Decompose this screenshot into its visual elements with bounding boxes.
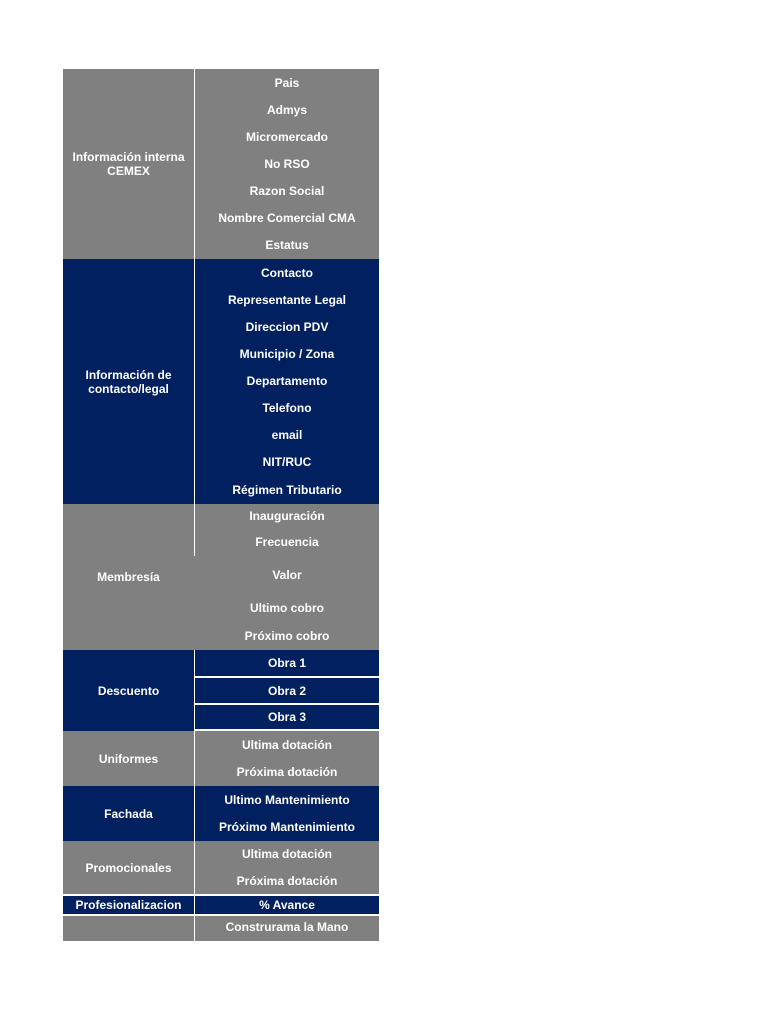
- section-fachada: [63, 786, 379, 841]
- field-nit-ruc: NIT/RUC: [262, 454, 312, 469]
- section-label: Membresía: [97, 570, 160, 584]
- field-regimen-tributario: Régimen Tributario: [232, 482, 342, 497]
- field-nombre-comercial: Nombre Comercial CMA: [218, 210, 356, 225]
- field-inauguracion: Inauguración: [249, 509, 325, 523]
- section-profesionalizacion: [63, 896, 379, 914]
- field-obra-3: Obra 3: [267, 710, 306, 724]
- field-direccion-pdv: Direccion PDV: [245, 319, 329, 334]
- section-label: Profesionalizacion: [75, 898, 182, 912]
- field-avance: % Avance: [259, 898, 315, 912]
- field-municipio-zona: Municipio / Zona: [239, 346, 335, 361]
- field-email: email: [271, 427, 303, 442]
- field-pais: Pais: [274, 75, 300, 90]
- field-ultimo-cobro: Ultimo cobro: [250, 601, 324, 615]
- field-proximo-mantenimiento: Próximo Mantenimiento: [218, 820, 355, 834]
- field-ultimo-mantenimiento: Ultimo Mantenimiento: [224, 792, 350, 807]
- field-contacto: Contacto: [261, 265, 313, 280]
- section-promocionales: [63, 841, 379, 894]
- field-micromercado: Micromercado: [245, 129, 329, 144]
- section-label: Información de contacto/legal: [85, 367, 172, 396]
- section-label: Fachada: [104, 806, 153, 821]
- field-admys: Admys: [266, 102, 307, 117]
- data-dictionary-table: [63, 69, 379, 941]
- section-label: Información interna CEMEX: [72, 150, 185, 178]
- field-ultima-dotacion: Ultima dotación: [241, 847, 332, 861]
- field-no-rso: No RSO: [264, 156, 310, 171]
- field-obra-2: Obra 2: [267, 683, 306, 698]
- section-uniformes: [63, 731, 379, 786]
- section-informacion-interna: [63, 69, 379, 259]
- field-valor: Valor: [272, 568, 302, 582]
- section-label: Uniformes: [98, 751, 159, 766]
- section-contacto-legal: [63, 259, 379, 504]
- field-proxima-dotacion: Próxima dotación: [236, 765, 338, 779]
- section-descuento: [63, 650, 379, 731]
- field-representante-legal: Representante Legal: [227, 292, 347, 307]
- section-membresia: [63, 504, 379, 650]
- field-departamento: Departamento: [246, 373, 328, 388]
- field-estatus: Estatus: [265, 238, 309, 252]
- field-ultima-dotacion: Ultima dotación: [241, 737, 332, 752]
- field-construrama-la-mano: Construrama la Mano: [225, 920, 349, 934]
- field-telefono: Telefono: [262, 400, 312, 415]
- section-label: Descuento: [97, 683, 160, 698]
- field-obra-1: Obra 1: [267, 656, 306, 670]
- field-proxima-dotacion: Próxima dotación: [236, 873, 338, 888]
- field-razon-social: Razon Social: [249, 183, 325, 198]
- field-frecuencia: Frecuencia: [255, 535, 319, 549]
- field-proximo-cobro: Próximo cobro: [244, 629, 330, 643]
- section-label: Promocionales: [85, 860, 172, 875]
- section-construrama: [63, 916, 379, 941]
